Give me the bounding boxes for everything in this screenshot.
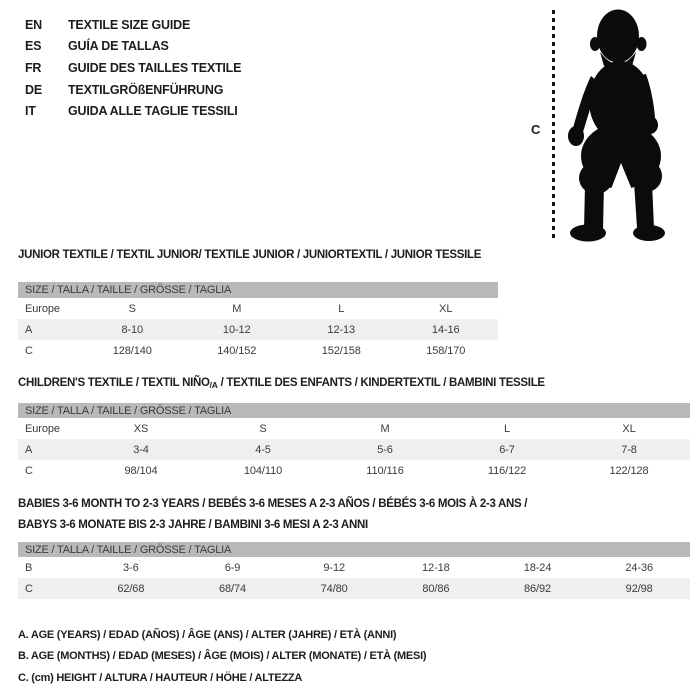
size-table-junior <box>18 282 498 361</box>
size-table-header: SIZE / TALLA / TAILLE / GRÖSSE / TAGLIA <box>18 282 498 298</box>
language-code: IT <box>25 104 36 119</box>
table-cell: 10-12 <box>222 323 251 336</box>
table-row-europe <box>18 298 498 319</box>
table-row-a <box>18 319 498 340</box>
size-table-header: SIZE / TALLA / TAILLE / GRÖSSE / TAGLIA <box>18 542 690 557</box>
language-row-de <box>25 79 241 101</box>
heading-line-1: BABIES 3-6 MONTH TO 2-3 YEARS / BEBÉS 3-6 MESES A 2-3 AÑOS / BÉBÉS 3-6 MOIS À 2-3 ANS / <box>18 498 528 510</box>
table-cell: XL <box>622 422 636 435</box>
table-cell: 18-24 <box>523 561 552 574</box>
table-cell: 9-12 <box>323 561 345 574</box>
heading-subscript: /A <box>209 380 218 390</box>
table-cell: 86/92 <box>524 582 552 595</box>
table-cell: 6-9 <box>224 561 241 574</box>
table-cell: M <box>380 422 390 435</box>
table-cell: 74/80 <box>320 582 348 595</box>
table-cell: 62/68 <box>117 582 145 595</box>
language-title: GUÍA DE TALLAS <box>68 39 169 54</box>
table-cell: 12-18 <box>422 561 450 574</box>
baby-silhouette-icon <box>558 6 673 246</box>
table-cell: 14-16 <box>431 323 460 336</box>
table-cell: 122/128 <box>609 464 649 477</box>
row-label: C <box>25 344 33 357</box>
row-label: B <box>25 561 33 574</box>
section-heading-children <box>18 377 545 390</box>
row-label: C <box>25 464 33 477</box>
footnote-c: C. (cm) HEIGHT / ALTURA / HAUTEUR / HÖHE / ALTEZZA <box>18 671 303 684</box>
table-cell: 152/158 <box>321 344 361 357</box>
table-cell: L <box>338 302 345 315</box>
table-row-b <box>18 557 690 578</box>
language-code: ES <box>25 39 42 54</box>
table-cell: 80/86 <box>422 582 450 595</box>
language-code: EN <box>25 17 42 32</box>
size-table-header: SIZE / TALLA / TAILLE / GRÖSSE / TAGLIA <box>18 403 690 418</box>
row-label: Europe <box>25 422 60 435</box>
table-cell: XL <box>439 302 453 315</box>
table-cell: 3-4 <box>133 443 149 456</box>
table-cell: 5-6 <box>377 443 393 456</box>
table-cell: 128/140 <box>112 344 152 357</box>
footnotes <box>18 625 426 689</box>
language-list <box>25 14 241 122</box>
table-cell: 4-5 <box>255 443 271 456</box>
language-code: DE <box>25 82 42 97</box>
table-cell: S <box>128 302 136 315</box>
table-cell: 158/170 <box>426 344 466 357</box>
language-code: FR <box>25 60 42 75</box>
table-cell: 92/98 <box>625 582 653 595</box>
size-table-children <box>18 403 690 481</box>
table-cell: 7-8 <box>621 443 637 456</box>
section-heading-junior: JUNIOR TEXTILE / TEXTIL JUNIOR/ TEXTILE JUNIOR / JUNIORTEXTIL / JUNIOR TESSILE <box>18 249 482 261</box>
height-measure-label: C <box>531 122 541 137</box>
table-cell: 68/74 <box>218 582 247 595</box>
table-cell: 6-7 <box>499 443 515 456</box>
table-row-c <box>18 578 690 599</box>
row-label: C <box>25 582 33 595</box>
table-cell: 110/116 <box>366 464 404 477</box>
language-row-en <box>25 14 241 36</box>
table-cell: 24-36 <box>625 561 654 574</box>
table-row-c <box>18 460 690 481</box>
table-cell: 8-10 <box>121 323 144 336</box>
table-cell: S <box>259 422 267 435</box>
language-row-es <box>25 36 241 58</box>
table-row-europe <box>18 418 690 439</box>
language-title: TEXTILGRÖßENFÜHRUNG <box>68 82 224 97</box>
row-label: A <box>25 323 33 336</box>
height-measure-dashed-line <box>552 10 555 241</box>
language-title: TEXTILE SIZE GUIDE <box>68 17 191 32</box>
section-heading-babies <box>18 494 527 536</box>
heading-text: / TEXTILE DES ENFANTS / KINDERTEXTIL / BAMBINI TESSILE <box>217 377 545 389</box>
language-row-it <box>25 100 241 122</box>
table-cell: 98/104 <box>124 464 158 477</box>
language-title: GUIDA ALLE TAGLIE TESSILI <box>68 104 238 119</box>
table-row-a <box>18 439 690 460</box>
footnote-b: B. AGE (MONTHS) / EDAD (MESES) / ÂGE (MOIS) / ALTER (MONATE) / ETÀ (MESI) <box>18 650 427 663</box>
size-table-babies <box>18 542 690 599</box>
table-cell: 104/110 <box>243 464 283 477</box>
footnote-a: A. AGE (YEARS) / EDAD (AÑOS) / ÂGE (ANS) / ALTER (JAHRE) / ETÀ (ANNI) <box>18 629 397 641</box>
table-cell: M <box>232 302 242 315</box>
table-cell: XS <box>133 422 149 435</box>
table-row-c <box>18 340 498 361</box>
heading-line-2: BABYS 3-6 MONATE BIS 2-3 JAHRE / BAMBINI 3-6 MESI A 2-3 ANNI <box>18 519 368 531</box>
table-cell: 140/152 <box>217 344 257 357</box>
table-cell: 3-6 <box>123 561 139 574</box>
table-cell: 12-13 <box>327 323 356 336</box>
language-title: GUIDE DES TAILLES TEXTILE <box>68 60 242 75</box>
row-label: Europe <box>25 302 60 315</box>
table-cell: 116/122 <box>487 464 527 477</box>
row-label: A <box>25 443 33 456</box>
heading-text: CHILDREN'S TEXTILE / TEXTIL NIÑO <box>18 377 210 389</box>
table-cell: L <box>503 422 511 435</box>
language-row-fr <box>25 57 241 79</box>
